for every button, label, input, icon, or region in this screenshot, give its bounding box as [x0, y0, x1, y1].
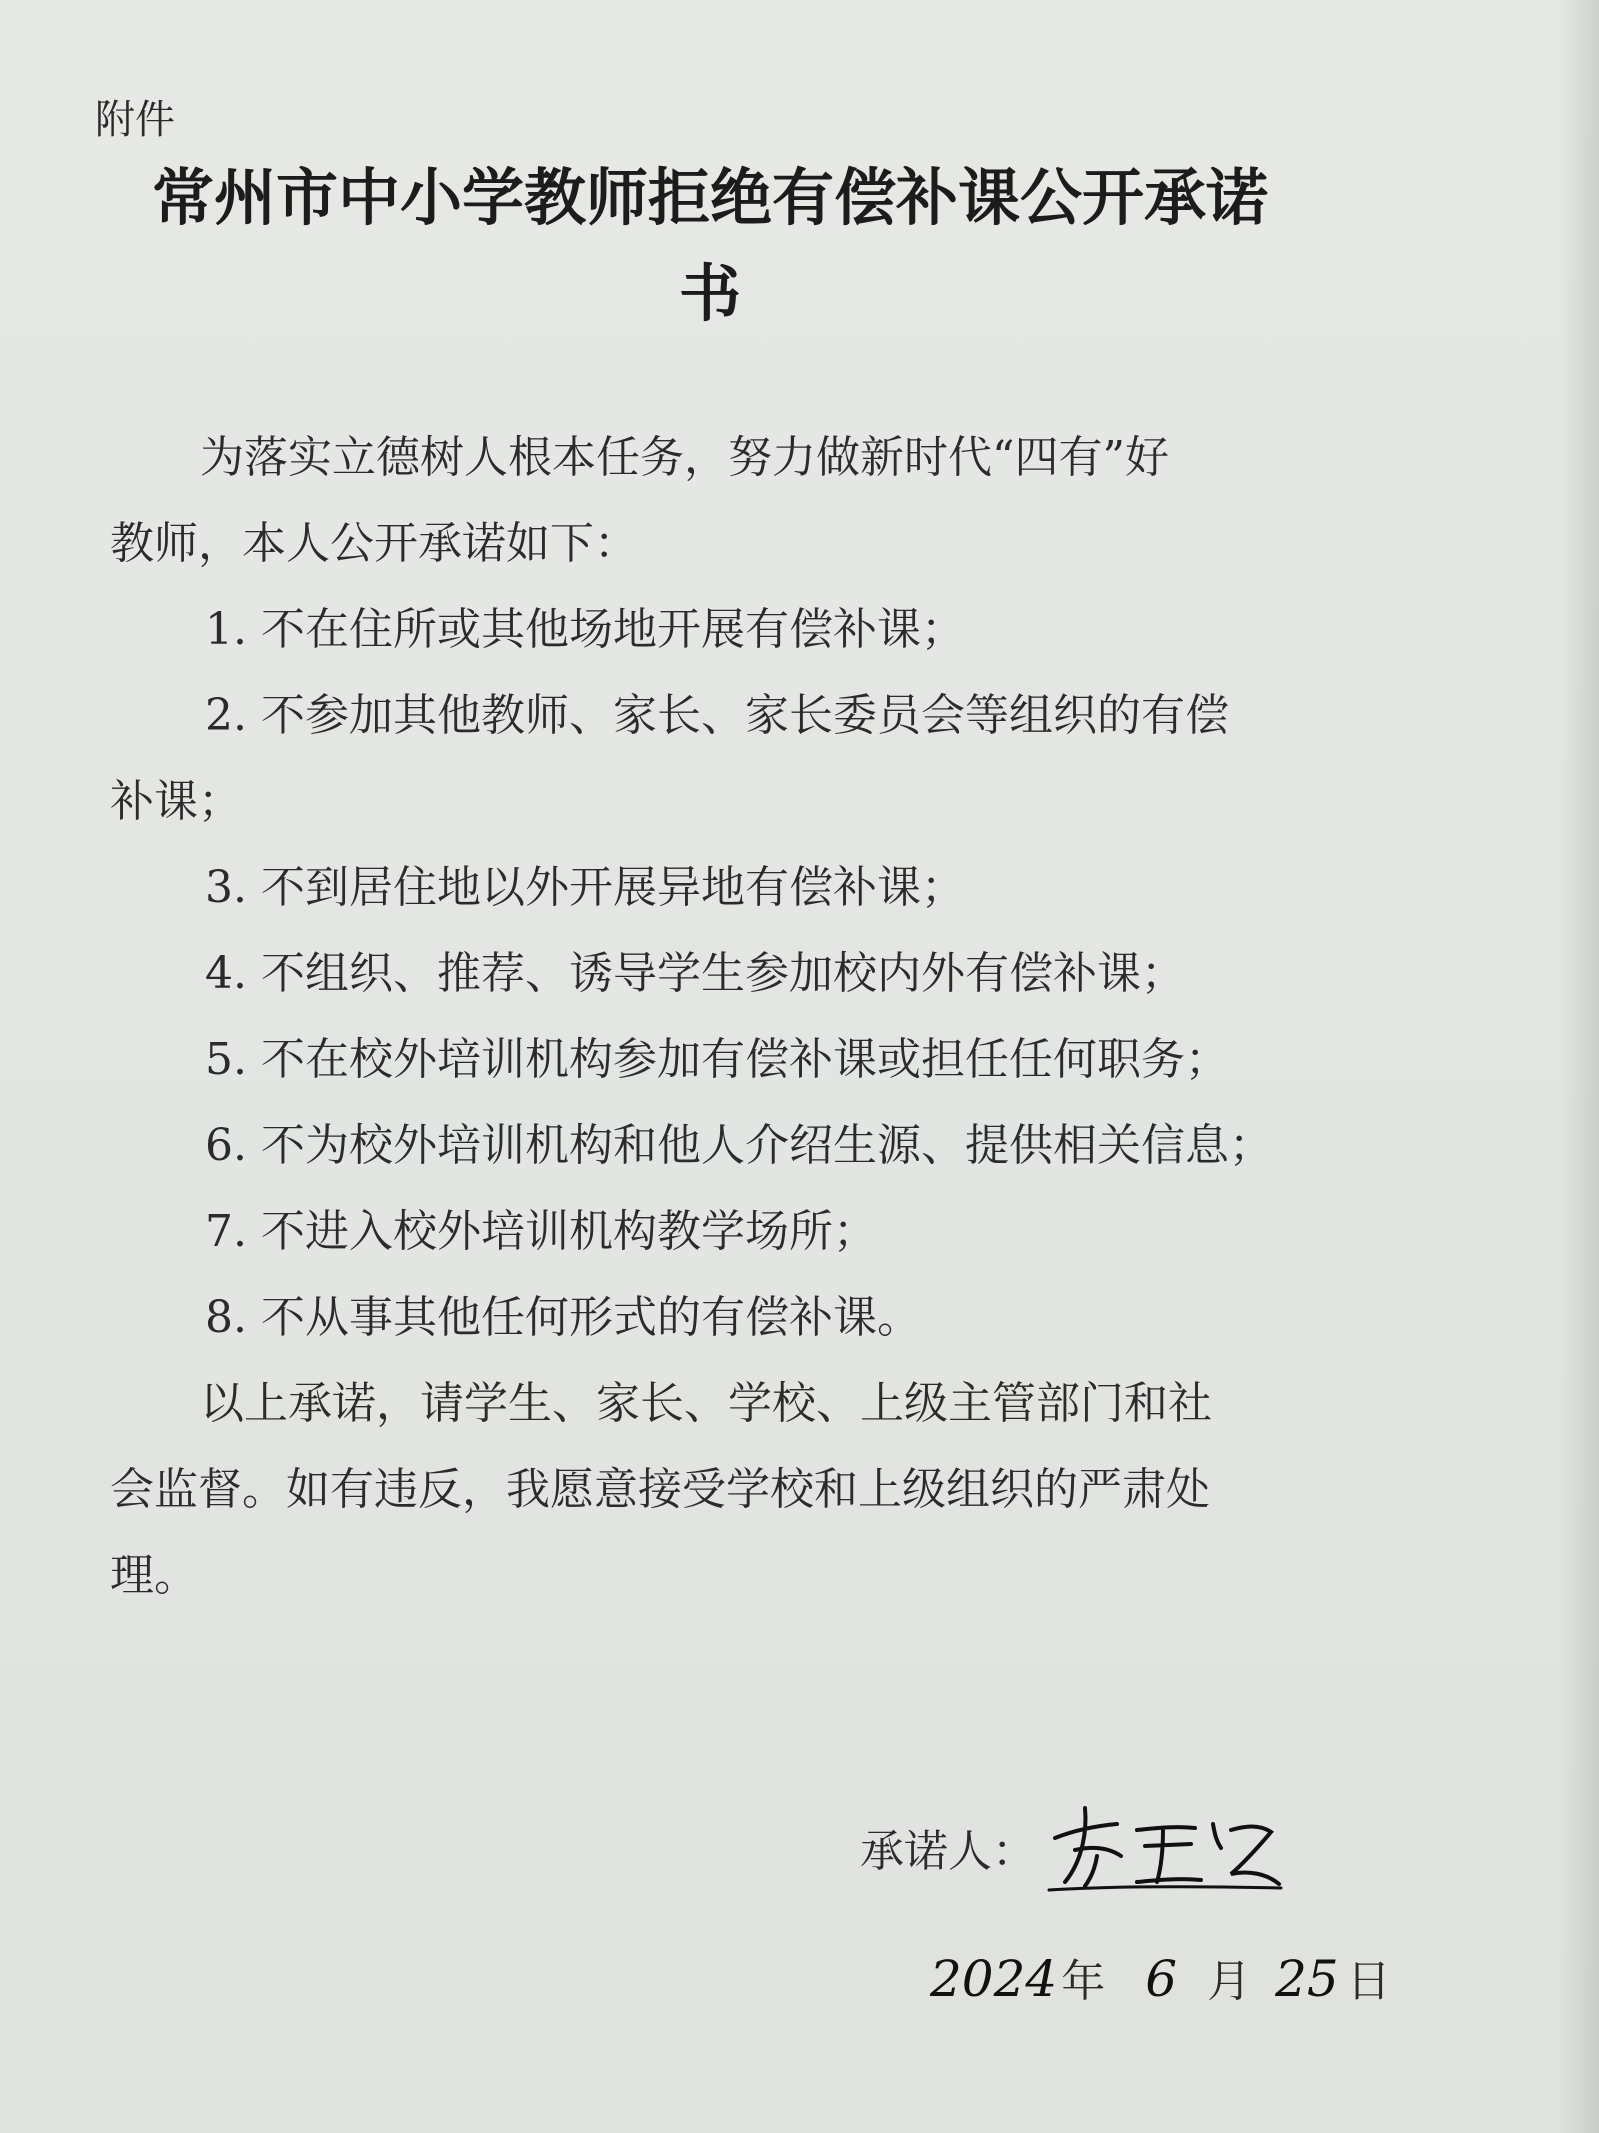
commitment-item-2: 2. 不参加其他教师、家长、家长委员会等组织的有偿 — [205, 690, 1229, 741]
commitment-item-1: 1. 不在住所或其他场地开展有偿补课； — [205, 604, 965, 655]
intro-line-1: 为落实立德树人根本任务，努力做新时代“四有”好 — [200, 432, 1169, 483]
date-year-unit: 年 — [1061, 1956, 1106, 2007]
title-line-1: 常州市中小学教师拒绝有偿补课公开承诺 — [151, 161, 1268, 234]
commitment-item-6: 6. 不为校外培训机构和他人介绍生源、提供相关信息； — [205, 1120, 1273, 1171]
commitment-item-5: 5. 不在校外培训机构参加有偿补课或担任任何职务； — [205, 1034, 1229, 1085]
signer-label: 承诺人： — [860, 1826, 1036, 1877]
date-day: 25 — [1275, 1950, 1339, 2008]
date-year: 2024 — [930, 1950, 1058, 2008]
document-title — [120, 150, 1300, 342]
date-day-unit: 日 — [1346, 1956, 1391, 2007]
date-month-unit: 月 — [1207, 1956, 1252, 2007]
closing-line-3: 理。 — [110, 1550, 198, 1601]
commitment-item-7: 7. 不进入校外培训机构教学场所； — [205, 1206, 877, 1257]
intro-line-2: 教师，本人公开承诺如下： — [110, 518, 638, 569]
closing-line-1: 以上承诺，请学生、家长、学校、上级主管部门和社 — [200, 1378, 1212, 1429]
commitment-item-3: 3. 不到居住地以外开展异地有偿补课； — [205, 862, 965, 913]
commitment-item-8: 8. 不从事其他任何形式的有偿补课。 — [205, 1292, 921, 1343]
commitment-item-2-continued: 补课； — [110, 776, 242, 827]
document-body — [110, 415, 1340, 1619]
attachment-label: 附件 — [95, 97, 175, 143]
date-month: 6 — [1145, 1950, 1178, 2008]
handwritten-signature — [1045, 1790, 1285, 1900]
commitment-item-4: 4. 不组织、推荐、诱导学生参加校内外有偿补课； — [205, 948, 1185, 999]
title-line-2: 书 — [678, 257, 741, 330]
signing-date — [930, 1945, 1391, 2009]
closing-line-2: 会监督。如有违反，我愿意接受学校和上级组织的严肃处 — [110, 1464, 1210, 1515]
